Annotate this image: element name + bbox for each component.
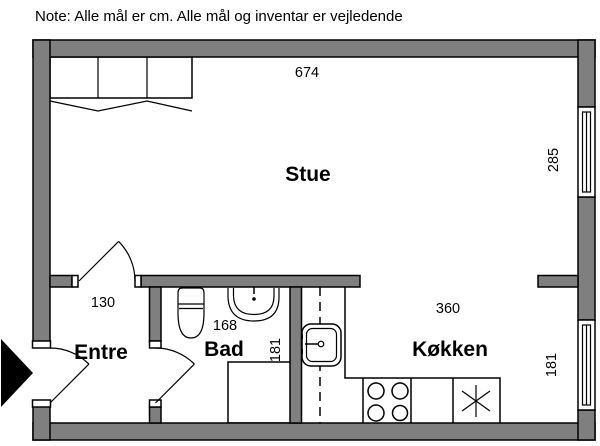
room-label-koekken: Køkken [412, 338, 488, 361]
wall-interior-stub-left [50, 276, 72, 288]
dim-stue-depth: 285 [546, 147, 562, 173]
wall-entre-bad-upper [150, 287, 162, 341]
dim-entre-width: 130 [90, 295, 116, 311]
dim-bad-width: 168 [212, 318, 238, 334]
wall-right-lower [578, 410, 595, 440]
room-label-entre: Entre [74, 341, 128, 364]
note-text: Note: Alle mål er cm. Alle mål og inventar er vejledende [35, 8, 403, 25]
dim-koekken-depth: 181 [544, 352, 560, 378]
shower-icon [228, 362, 291, 423]
room-label-stue: Stue [285, 163, 331, 186]
wall-entre-bad-lower [150, 407, 162, 423]
upper-window-icon [578, 107, 595, 197]
dim-koekken-width: 360 [435, 301, 461, 317]
wall-bad-koekken [290, 287, 302, 423]
lower-window-icon [578, 320, 595, 410]
dim-stue-width: 674 [294, 65, 320, 81]
wall-right-middle [578, 197, 595, 320]
room-label-bad: Bad [204, 338, 244, 361]
dim-bad-depth: 181 [268, 337, 284, 363]
wall-bottom [33, 423, 595, 440]
wall-interior-main [141, 276, 360, 288]
wall-interior-stub-right [538, 276, 578, 288]
wall-left-upper [33, 40, 50, 347]
wall-right-upper [578, 40, 595, 107]
wall-top [33, 40, 595, 57]
kitchen-sink-icon [299, 324, 342, 366]
